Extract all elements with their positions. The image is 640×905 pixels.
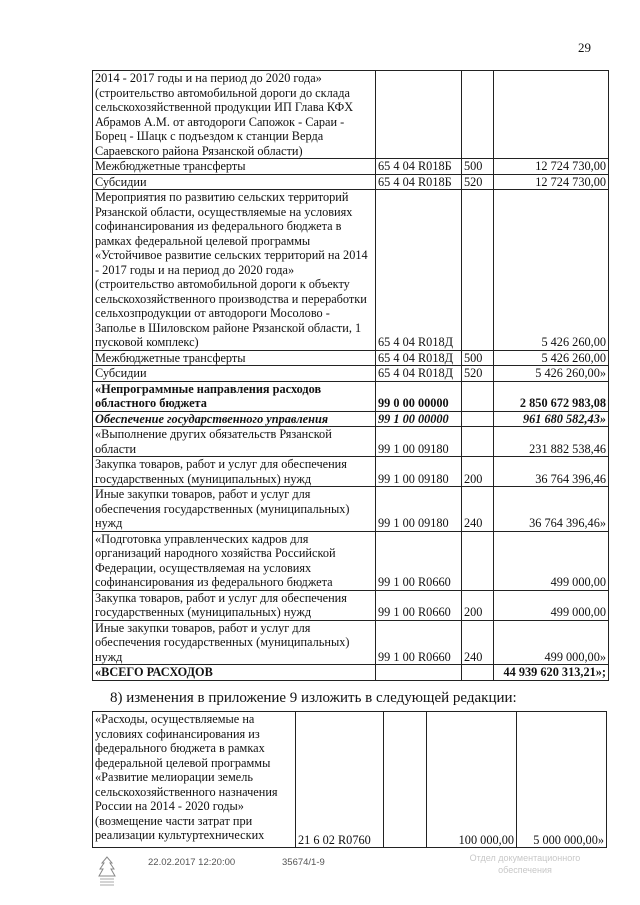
- row-expense-type: 200: [462, 457, 494, 487]
- row-expense-type: [462, 381, 494, 411]
- instruction-text: 8) изменения в приложение 9 изложить в следующей редакции:: [110, 690, 517, 706]
- table-row: [93, 381, 609, 411]
- row-expense-type: [462, 427, 494, 457]
- row-expense-type: [462, 190, 494, 351]
- table-row: [93, 366, 609, 382]
- row-amount: 12 724 730,00: [494, 159, 609, 175]
- row-amount: 499 000,00»: [494, 620, 609, 665]
- row-target-code: 99 1 00 R0660: [376, 531, 462, 590]
- row-expense-type: 500: [462, 159, 494, 175]
- row-target-code: 99 1 00 R0660: [376, 590, 462, 620]
- footer-watermark: Отдел документационного обеспечения: [469, 853, 581, 875]
- row-description: Мероприятия по развитию сельских территорий Рязанской области, осуществляемые на условиях софинансирования из федерального бюджета в рамках федеральной целевой программы «Устойчивое развитие сельских территорий на 2014 - 2017 годы и на период до 2020 года» (строительство автомобильной дороги к объекту сельскохозяйственного производства и переработки сельхозпродукции от автодороги Мосолово - Заполье в Шиловском районе Рязанской области, 1 пусковой комплекс): [93, 190, 376, 351]
- row-expense-type: 240: [462, 487, 494, 532]
- row-expense-type: 500: [462, 350, 494, 366]
- footer-timestamp: 22.02.2017 12:20:00: [148, 857, 236, 868]
- row-expense-type: 200: [462, 590, 494, 620]
- row-expense-type: 520: [462, 174, 494, 190]
- table-row: [93, 350, 609, 366]
- row-target-code: [376, 71, 462, 159]
- row-amount: 44 939 620 313,21»;: [494, 665, 609, 681]
- row-expense-type: 520: [462, 366, 494, 382]
- row-expense-type: [462, 531, 494, 590]
- row-amount: [494, 71, 609, 159]
- table-row: [93, 590, 609, 620]
- row-amount: 36 764 396,46: [494, 457, 609, 487]
- row-expense-type: [462, 665, 494, 681]
- row-description: Межбюджетные трансферты: [93, 350, 376, 366]
- row-amount: 12 724 730,00: [494, 174, 609, 190]
- row-empty-cell: [384, 712, 427, 848]
- row-description: Обеспечение государственного управления: [93, 411, 376, 427]
- table-row: [93, 190, 609, 351]
- row-target-code: 99 1 00 00000: [376, 411, 462, 427]
- expenditure-table: [92, 70, 609, 681]
- appendix-9-table: [92, 711, 607, 848]
- table-row: [93, 174, 609, 190]
- row-description: «Выполнение других обязательств Рязанской области: [93, 427, 376, 457]
- table-row: [93, 712, 607, 848]
- row-amount: 961 680 582,43»: [494, 411, 609, 427]
- row-target-code: 99 1 00 09180: [376, 427, 462, 457]
- table-row: [93, 159, 609, 175]
- row-expense-type: 240: [462, 620, 494, 665]
- row-description: «Непрограммные направления расходов областного бюджета: [93, 381, 376, 411]
- row-target-code: 65 4 04 R018Б: [376, 159, 462, 175]
- table-row: [93, 71, 609, 159]
- row-description: Иные закупки товаров, работ и услуг для обеспечения государственных (муниципальных) нужд: [93, 620, 376, 665]
- row-amount: 5 426 260,00: [494, 190, 609, 351]
- row-expense-type: [462, 71, 494, 159]
- table-row: [93, 457, 609, 487]
- row-description: «Подготовка управленческих кадров для организаций народного хозяйства Российской Федерации, осуществляемая на условиях софинансирования из федерального бюджета: [93, 531, 376, 590]
- row-description: «Расходы, осуществляемые на условиях софинансирования из федерального бюджета в рамках федеральной целевой программы «Развитие мелиорации земель сельскохозяйственного назначения России на 2014 - 2020 годы» (возмещение части затрат при реализации культуртехнических: [93, 712, 296, 848]
- row-description: Межбюджетные трансферты: [93, 159, 376, 175]
- row-description: Иные закупки товаров, работ и услуг для обеспечения государственных (муниципальных) нужд: [93, 487, 376, 532]
- stamp-emblem-icon: [96, 855, 118, 889]
- row-amount: 231 882 538,46: [494, 427, 609, 457]
- row-amount: 5 426 260,00: [494, 350, 609, 366]
- table-row: [93, 665, 609, 681]
- table-row: [93, 487, 609, 532]
- row-description: 2014 - 2017 годы и на период до 2020 года» (строительство автомобильной дороги до склада сельскохозяйственной продукции ИП Глава КФХ Абрамов А.М. от автодороги Сапожок - Сараи - Борец - Шацк с подъездом к станции Верда Сараевского района Рязанской области): [93, 71, 376, 159]
- row-description: Субсидии: [93, 174, 376, 190]
- row-target-code: 99 0 00 00000: [376, 381, 462, 411]
- row-target-code: 65 4 04 R018Д: [376, 350, 462, 366]
- row-amount: 499 000,00: [494, 590, 609, 620]
- row-target-code: 65 4 04 R018Д: [376, 190, 462, 351]
- row-target-code: 65 4 04 R018Д: [376, 366, 462, 382]
- row-amount-1: 100 000,00: [427, 712, 517, 848]
- table-row: [93, 427, 609, 457]
- row-amount: 499 000,00: [494, 531, 609, 590]
- table-row: [93, 620, 609, 665]
- page-number: 29: [578, 40, 591, 55]
- row-target-code: 21 6 02 R0760: [296, 712, 384, 848]
- row-target-code: [376, 665, 462, 681]
- row-expense-type: [462, 411, 494, 427]
- row-amount: 36 764 396,46»: [494, 487, 609, 532]
- table-row: [93, 531, 609, 590]
- row-target-code: 99 1 00 09180: [376, 457, 462, 487]
- row-description: «ВСЕГО РАСХОДОВ: [93, 665, 376, 681]
- row-target-code: 99 1 00 R0660: [376, 620, 462, 665]
- row-amount: 5 426 260,00»: [494, 366, 609, 382]
- row-description: Закупка товаров, работ и услуг для обеспечения государственных (муниципальных) нужд: [93, 457, 376, 487]
- table-row: [93, 411, 609, 427]
- row-description: Субсидии: [93, 366, 376, 382]
- row-target-code: 65 4 04 R018Б: [376, 174, 462, 190]
- row-target-code: 99 1 00 09180: [376, 487, 462, 532]
- footer-document-number: 35674/1-9: [282, 857, 325, 868]
- row-amount: 2 850 672 983,08: [494, 381, 609, 411]
- row-description: Закупка товаров, работ и услуг для обеспечения государственных (муниципальных) нужд: [93, 590, 376, 620]
- row-amount-2: 5 000 000,00»: [517, 712, 607, 848]
